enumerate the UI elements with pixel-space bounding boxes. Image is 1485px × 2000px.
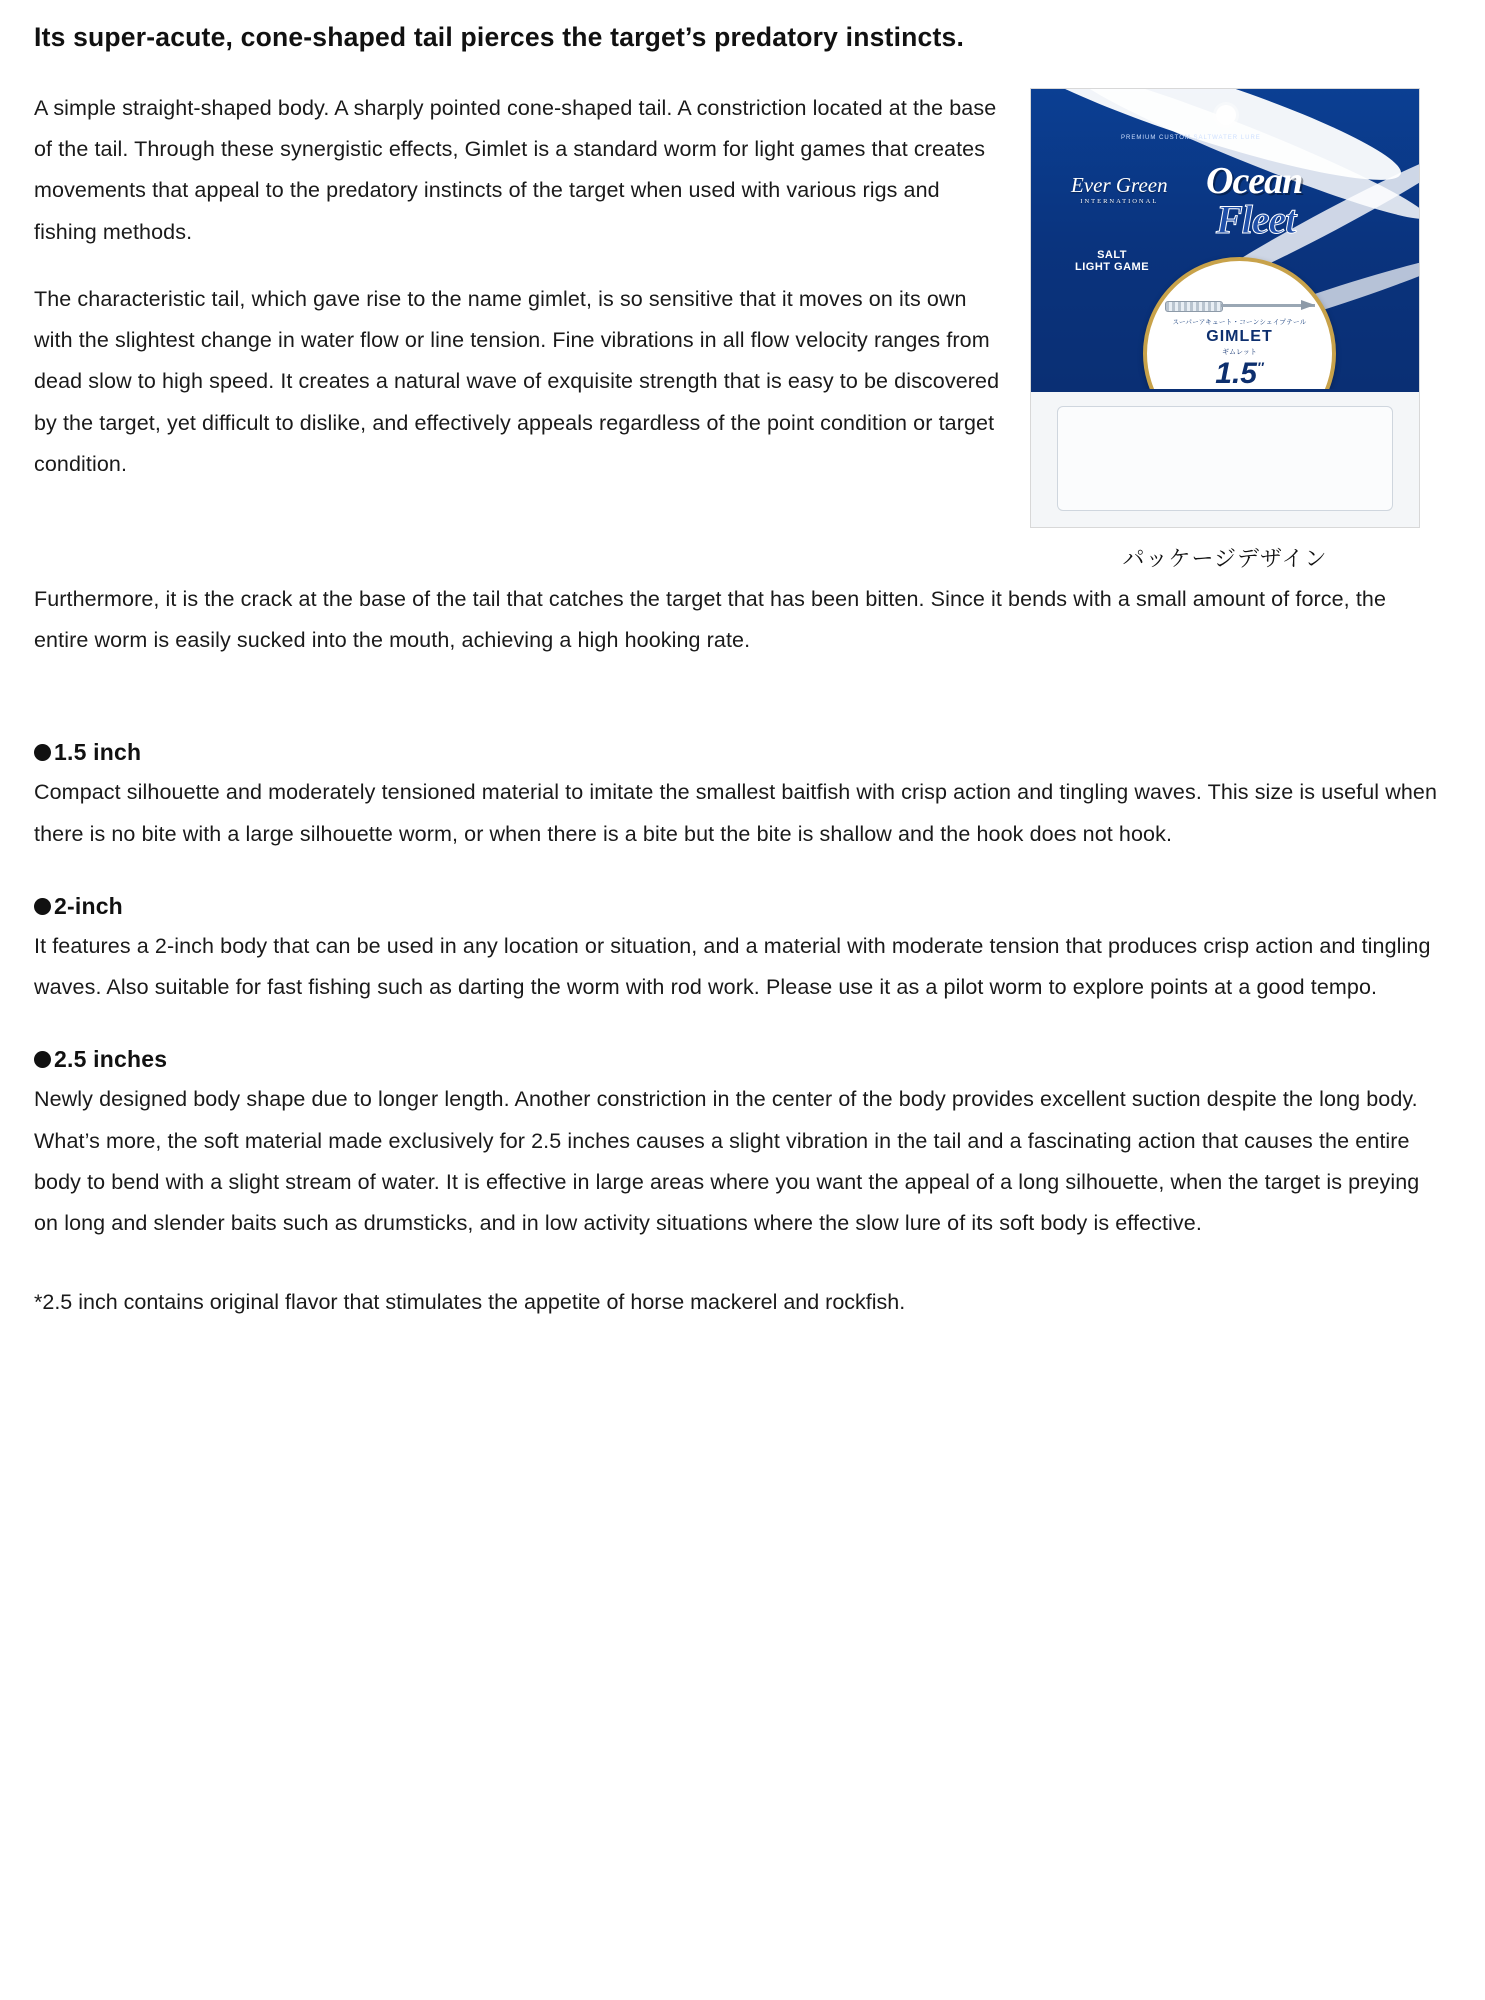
section-heading <box>34 893 1445 920</box>
section-heading-text: 2.5 inches <box>54 1046 168 1073</box>
section-body: Newly designed body shape due to longer length. Another constriction in the center of the body provides excellent suction despite the long body. What’s more, the soft material made exclusively for 2.5 inches causes a slight vibration in the tail and a fascinating action that causes the entire body to bend with a slight stream of water. It is effective in large areas where you want the appeal of a long silhouette, when the target is preying on long and slender baits such as drumsticks, and in low activity situations where the slow lure of its soft body is effective. <box>34 1087 1420 1236</box>
package-brand-tagline: PREMIUM CUSTOM SALTWATER LURE <box>1121 134 1261 141</box>
intro-section <box>34 88 1445 662</box>
package-product-kana: ギムレット <box>1222 348 1257 356</box>
paragraph-1: A simple straight-shaped body. A sharply pointed cone-shaped tail. A constriction located at the base of the tail. Through these synergistic effects, Gimlet is a standard worm for light games that creates movements that appeal to the predatory instincts of the target when used with various rigs and fishing methods. <box>34 95 997 244</box>
package-series-top: Ocean <box>1206 159 1303 202</box>
package-brand-name <box>1071 172 1168 206</box>
bullet-dot-icon <box>34 744 51 761</box>
section-spacer <box>34 687 1445 739</box>
package-product-window <box>1143 257 1336 389</box>
package-size-label <box>1147 356 1332 389</box>
package-design-image <box>1030 88 1420 528</box>
brand-sub-text: INTERNATIONAL <box>1080 197 1159 205</box>
section-body: Compact silhouette and moderately tensioned material to imitate the smallest baitfish with crisp action and tingling waves. This size is useful when there is no bite with a large silhouette worm, or when there is a bite but the bite is shallow and the hook does not hook. <box>34 780 1438 846</box>
section-body: It features a 2-inch body that can be used in any location or situation, and a material with moderate tension that produces crisp action and tingling waves. Also suitable for fast fishing such as darting the worm with rod work. Please use it as a pilot worm to explore points at a good tempo. <box>34 933 1431 1000</box>
section-1-5-inch <box>34 739 1445 855</box>
package-window-note: スーパーアキュート・コーンシェイプテール <box>1172 318 1307 326</box>
size-unit: ″ <box>1257 358 1264 375</box>
size-number: 1.5 <box>1215 356 1257 389</box>
section-heading-text: 2-inch <box>54 892 123 919</box>
page-title: Its super-acute, cone-shaped tail pierces the target’s predatory instincts. <box>34 22 965 52</box>
footnote: *2.5 inch contains original flavor that stimulates the appetite of horse mackerel and rockfish. <box>34 1290 906 1315</box>
bullet-dot-icon <box>34 1051 51 1068</box>
package-figure <box>1030 88 1420 573</box>
package-product-name: GIMLET <box>1206 327 1273 345</box>
package-body-area <box>1031 389 1419 527</box>
worm-illustration-icon <box>1165 299 1315 311</box>
section-heading-text: 1.5 inch <box>54 739 142 766</box>
bullet-dot-icon <box>34 898 51 915</box>
package-series-bottom: Fleet <box>1216 196 1296 242</box>
package-caption: パッケージデザイン <box>1122 545 1328 571</box>
section-heading <box>34 1046 1445 1073</box>
package-blister-card <box>1057 406 1393 511</box>
section-2-5-inches <box>34 1046 1445 1244</box>
package-header-art <box>1031 89 1419 389</box>
hang-hole-icon <box>1216 105 1236 125</box>
package-badge: SALT LIGHT GAME <box>1075 248 1150 274</box>
brand-name-text: Ever Green <box>1071 172 1168 197</box>
paragraph-2: The characteristic tail, which gave rise to the name gimlet, is so sensitive that it moves on its own with the slightest change in water flow or line tension. Fine vibrations in all flow velocity ranges from dead slow to high speed. It creates a natural wave of exquisite strength that is easy to be discovered by the target, yet difficult to dislike, and effectively appeals regardless of the point condition or target condition. <box>34 286 1000 476</box>
paragraph-3: Furthermore, it is the crack at the base of the tail that catches the target that has been bitten. Since it bends with a small amount of force, the entire worm is easily sucked into the mouth, achieving a high hooking rate. <box>34 586 1387 653</box>
section-2-inch <box>34 893 1445 1009</box>
section-heading <box>34 739 1445 766</box>
